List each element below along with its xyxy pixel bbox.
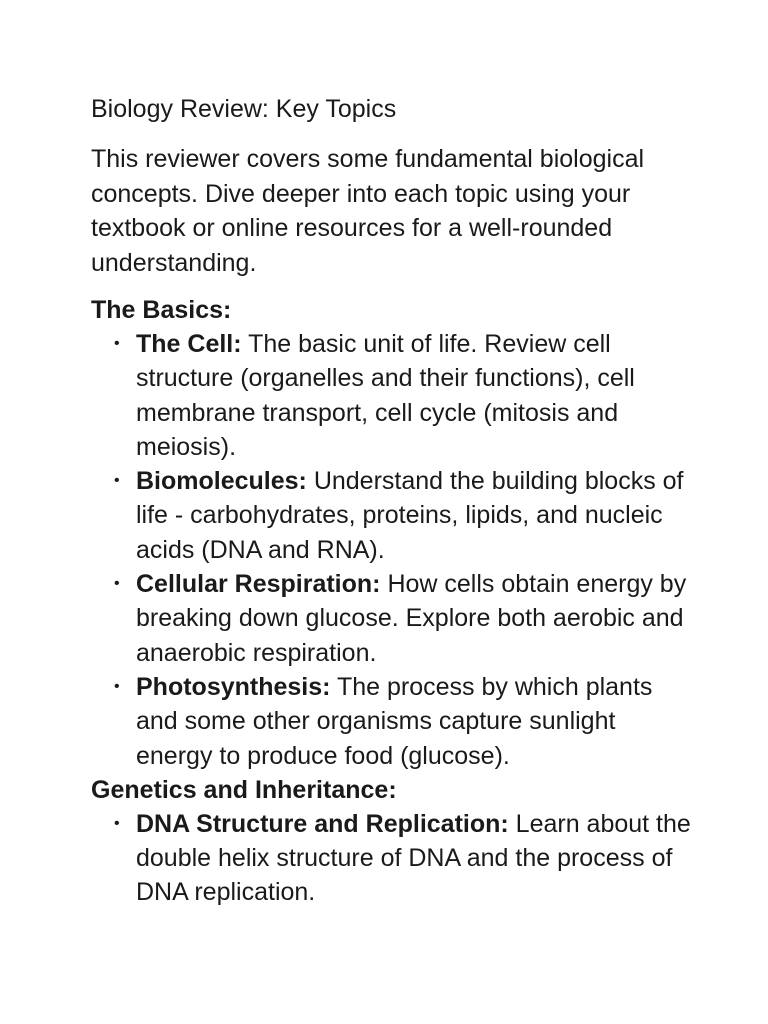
topic-term: The Cell: [136, 330, 242, 358]
topic-list-genetics [91, 807, 691, 910]
topic-description: How cells obtain energy by breaking down glucose. Explore both aerobic and anaerobic respiration. [136, 570, 687, 667]
topic-description: The basic unit of life. Review cell structure (organelles and their functions), cell membrane transport, cell cycle (mitosis and meiosis). [136, 330, 635, 461]
topic-term: Biomolecules: [136, 467, 307, 496]
topic-list-basics [91, 327, 691, 773]
bullet-icon: • [114, 335, 120, 352]
topic-description: The process by which plants and some other organisms capture sunlight energy to produce food (glucose). [136, 672, 653, 770]
bullet-icon: • [114, 472, 120, 490]
intro-paragraph: This reviewer covers some fundamental biological concepts. Dive deeper into each topic using your textbook or online resources for a well-rounded understanding. [91, 145, 645, 277]
document-page [91, 92, 691, 910]
list-item [114, 567, 691, 670]
topic-term: Photosynthesis: [136, 672, 331, 701]
topic-term: DNA Structure and Replication: [136, 809, 509, 838]
bullet-icon: • [114, 575, 120, 593]
bullet-icon: • [114, 677, 120, 695]
topic-description: Learn about the double helix structure of DNA and the process of DNA replication. [136, 809, 691, 907]
section-heading-basics: The Basics: [91, 296, 232, 324]
bullet-icon: • [114, 814, 120, 832]
document-title: Biology Review: Key Topics [91, 95, 397, 123]
topic-term: Cellular Respiration: [136, 570, 381, 599]
list-item [114, 327, 691, 464]
list-item [114, 807, 691, 910]
list-item [114, 670, 691, 773]
topic-description: Understand the building blocks of life - carbohydrates, proteins, lipids, and nucleic acids (DNA and RNA). [136, 467, 684, 564]
section-heading-genetics: Genetics and Inheritance: [91, 775, 397, 804]
list-item [114, 464, 691, 567]
